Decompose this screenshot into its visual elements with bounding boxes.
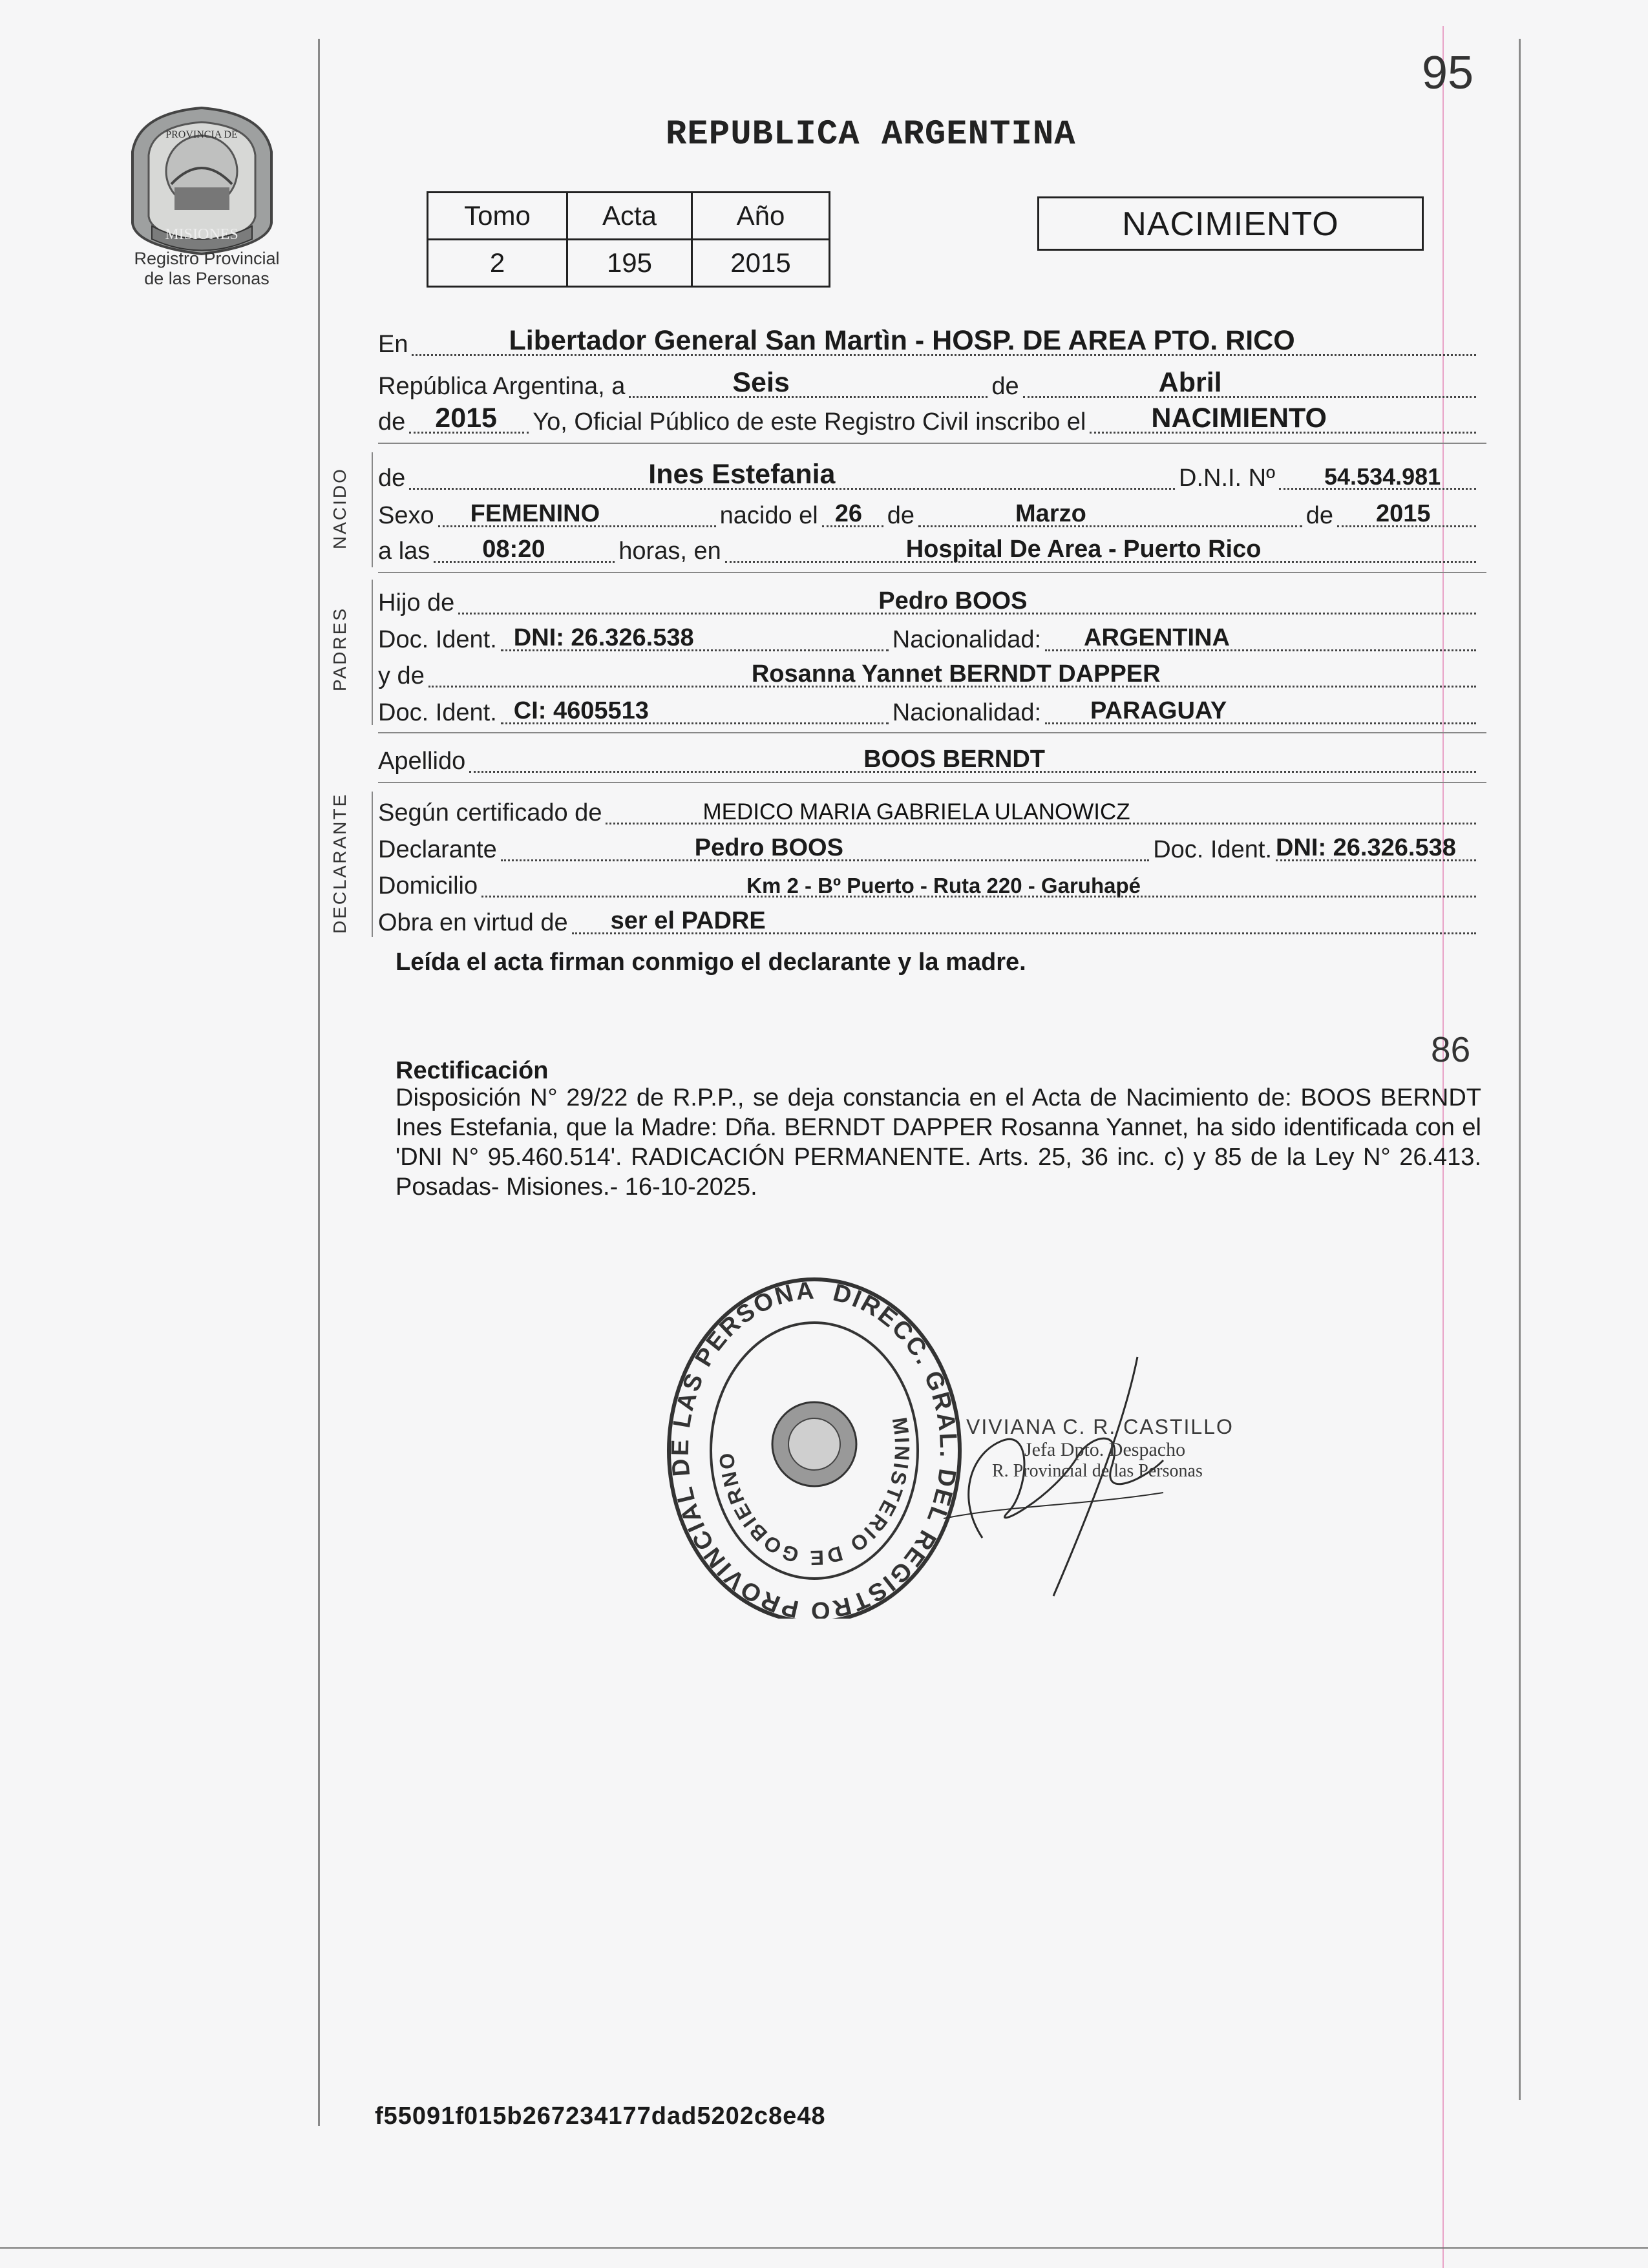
label-yde: y de [378,662,425,689]
value-dia: Seis [732,367,790,398]
field-certificado [606,797,1476,824]
official-stamp [662,1270,966,1619]
document-title: REPUBLICA ARGENTINA [666,115,1076,154]
value-mes: Abril [1158,367,1222,398]
field-mes-nac [918,499,1302,527]
value-anio-nac: 2015 [1376,500,1431,527]
line-fecha [378,368,1480,404]
value-obra: ser el PADRE [610,907,766,934]
line-apellido [378,743,1480,779]
section-declarante: DECLARANTE [330,792,350,934]
label-doc-madre: Doc. Ident. [378,699,497,726]
header-acta: Acta [567,193,692,240]
section-nacido: NACIDO [330,467,350,549]
field-madre [428,660,1476,688]
label-de2: de [378,408,406,436]
value-hora: 08:20 [482,536,545,563]
label-de: de [991,373,1019,400]
line-lugar [378,326,1480,362]
bottom-edge-rule [0,2247,1648,2249]
field-anio [409,403,529,434]
value-lugar: Libertador General San Martìn - HOSP. DE AREA PTO. RICO [509,325,1295,356]
field-dia [629,367,988,398]
field-nombre [409,459,1175,490]
field-madre-doc [501,697,889,724]
field-hora [434,535,615,563]
table-header-row [428,193,830,240]
value-nombre: Ines Estefania [648,459,836,490]
value-dni: 54.534.981 [1324,463,1441,490]
label-segun: Según certificado de [378,799,602,826]
value-padre-nac: ARGENTINA [1084,624,1230,651]
value-apellido: BOOS BERNDT [863,746,1046,773]
field-lugar-nac [725,535,1476,563]
section-padres: PADRES [330,606,350,691]
value-sexo: FEMENINO [470,500,600,527]
divider [378,782,1486,783]
signatory-title: Jefa Dpto. Despacho [1024,1439,1186,1460]
label-de-mes: de [887,502,915,529]
svg-text:MISIONES: MISIONES [165,226,238,243]
page-number: 95 [1422,47,1474,99]
nacido-bar [372,452,373,567]
field-dni [1279,462,1476,490]
label-republica: República Argentina, a [378,373,626,400]
value-certificado: MEDICO MARIA GABRIELA ULANOWICZ [703,799,1130,824]
label-horas: horas, en [618,538,721,565]
value-padre: Pedro BOOS [878,587,1028,614]
divider [378,572,1486,573]
misiones-logo [113,100,291,258]
field-mes [1023,367,1476,398]
value-mes-nac: Marzo [1015,500,1086,527]
header-anio: Año [692,193,830,240]
value-acta: 195 [567,240,692,287]
field-obra [572,907,1476,934]
value-lugar-nac: Hospital De Area - Puerto Rico [905,536,1262,563]
line-nombre [378,460,1480,496]
line-oficial [378,404,1480,440]
record-type-box: NACIMIENTO [1037,196,1424,251]
registry-label [110,249,304,289]
registry-label-line1: Registro Provincial [134,249,280,268]
left-margin-rule [318,39,320,2126]
signature-stamp [966,1415,1234,1482]
line-declarante [378,832,1480,868]
tomo-acta-anio-table [427,191,830,288]
right-margin-rule [1519,39,1521,2100]
value-doc-declarante: DNI: 26.326.538 [1276,834,1456,861]
label-nac-madre: Nacionalidad: [892,699,1042,726]
label-en: En [378,331,408,358]
value-padre-doc: DNI: 26.326.538 [513,624,694,651]
table-row [428,240,830,287]
line-madre-doc [378,695,1480,731]
line-padre-doc [378,622,1480,658]
field-domicilio [481,870,1476,898]
value-anio: 2015 [435,403,497,434]
value-domicilio: Km 2 - Bº Puerto - Ruta 220 - Garuhapé [746,874,1141,898]
label-nac-padre: Nacionalidad: [892,626,1042,653]
declarante-bar [372,792,373,937]
field-sexo [438,499,716,527]
value-madre-doc: CI: 4605513 [513,697,649,724]
label-doc-declarante: Doc. Ident. [1153,836,1272,863]
field-padre-nac [1045,624,1476,651]
line-domicilio [378,868,1480,904]
field-padre-doc [501,624,889,651]
document-hash: f55091f015b267234177dad5202c8e48 [375,2103,826,2130]
field-anio-nac [1337,499,1476,527]
value-dia-nac: 26 [834,500,863,527]
field-apellido [469,745,1476,773]
label-dni: D.N.I. Nº [1179,465,1275,492]
label-obra: Obra en virtud de [378,909,568,936]
field-declarante [501,834,1149,861]
value-tipo: NACIMIENTO [1151,403,1327,434]
label-alas: a las [378,538,430,565]
line-certificado [378,795,1480,831]
value-madre: Rosanna Yannet BERNDT DAPPER [751,660,1161,688]
label-doc-padre: Doc. Ident. [378,626,497,653]
field-dia-nac [822,499,883,527]
label-domicilio: Domicilio [378,872,478,899]
header-tomo: Tomo [428,193,567,240]
padres-bar [372,580,373,725]
line-obra [378,905,1480,941]
field-padre [458,587,1476,614]
line-madre [378,658,1480,694]
closing-statement: Leída el acta firman conmigo el declarante y la madre. [396,949,1026,976]
field-lugar [412,325,1476,356]
label-hijo: Hijo de [378,589,455,616]
line-hora [378,533,1480,569]
line-sexo [378,498,1480,534]
registry-label-line2: de las Personas [144,269,269,288]
marginal-number: 86 [1431,1029,1471,1069]
line-padre [378,585,1480,621]
signatory-office: R. Provincial de las Personas [992,1461,1203,1481]
rectificacion-text: Disposición N° 29/22 de R.P.P., se deja constancia en el Acta de Nacimiento de: BOOS BERNDT Ines Estefania, que la Madre: Dña. BERNDT DAPPER Rosanna Yannet, ha sido identificada con el 'DNI N° 95.460.514'. RADICACIÓN PERMANENTE. Arts. 25, 36 inc. c) y 85 de la Ley N° 26.413. Posadas- Misiones.- 16-10-2025. [396,1084,1481,1201]
signatory-name: VIVIANA C. R. CASTILLO [966,1415,1234,1438]
divider [378,443,1486,444]
svg-text:PROVINCIA DE: PROVINCIA DE [165,129,238,140]
field-madre-nac [1045,697,1476,724]
value-anio: 2015 [692,240,830,287]
value-madre-nac: PARAGUAY [1090,697,1227,724]
label-de-anio: de [1305,502,1333,529]
stamp-inner-text: MINISTERIO DE GOBIERNO [714,1416,914,1570]
value-declarante: Pedro BOOS [694,834,843,861]
rectificacion-title: Rectificación [396,1057,549,1084]
label-nacido: nacido el [719,502,818,529]
field-tipo [1090,403,1476,434]
label-sexo: Sexo [378,502,434,529]
stamp-outer-text: DIRECC. GRAL. DEL REGISTRO PROVINCIAL DE LAS PERSONA [666,1277,962,1619]
value-tomo: 2 [428,240,567,287]
label-declarante: Declarante [378,836,497,863]
divider [378,732,1486,733]
label-oficial: Yo, Oficial Público de este Registro Civil inscribo el [533,408,1086,436]
label-de-nombre: de [378,465,406,492]
label-apellido: Apellido [378,748,466,775]
field-doc-declarante [1276,834,1476,861]
